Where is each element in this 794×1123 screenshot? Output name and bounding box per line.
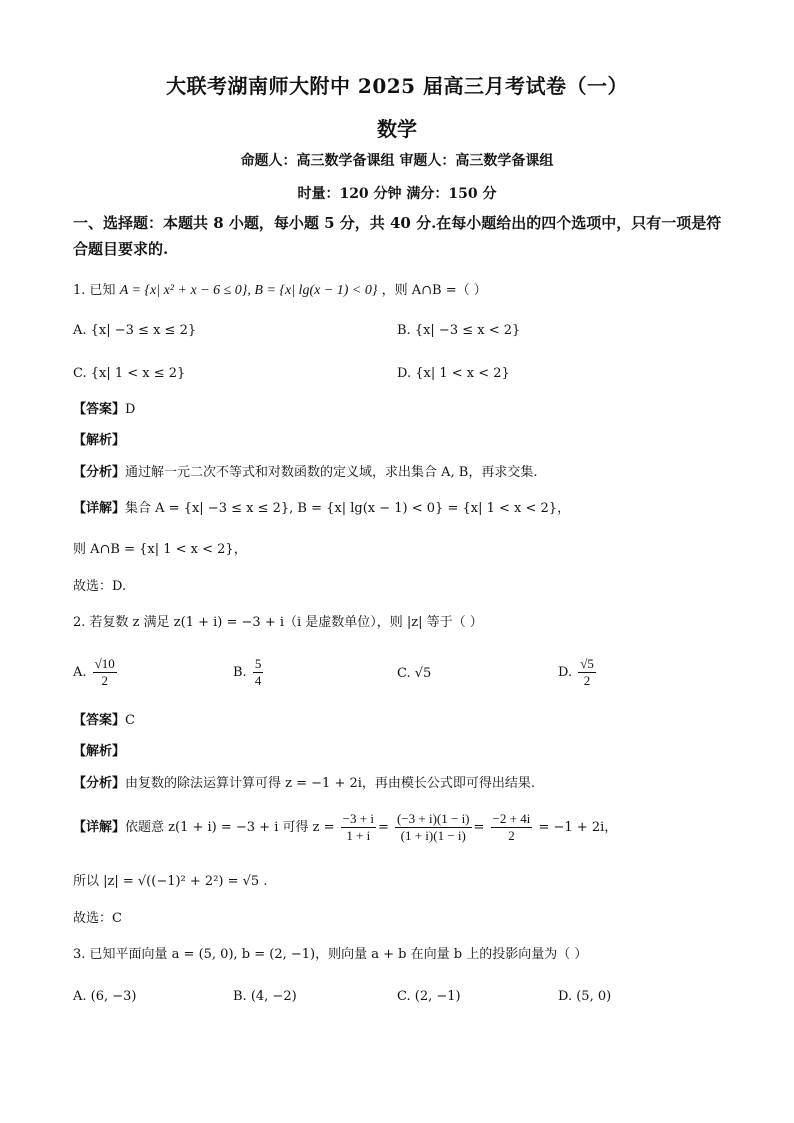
q2-option-d xyxy=(558,656,598,689)
analysis-tag: 【解析】 xyxy=(73,744,126,759)
detail-fraction-1 xyxy=(341,811,376,844)
q2-option-d-fraction xyxy=(578,656,596,689)
fraction-denominator: 1 + i xyxy=(346,828,371,843)
q2-option-a xyxy=(73,656,119,689)
fraction-numerator: 5 xyxy=(254,656,262,671)
q2-analysis-tag xyxy=(73,742,125,762)
q1-fenxi xyxy=(73,463,538,483)
q2-option-a-label: A. xyxy=(73,665,87,680)
q1-then: 则 A∩B = {x| 1 < x < 2}， xyxy=(73,542,247,557)
q1-stem-suffix: ，则 A∩B =（ ） xyxy=(381,283,487,298)
q1-option-a: A. {x| −3 ≤ x ≤ 2} xyxy=(73,323,197,338)
q1-choose: 故选：D. xyxy=(73,579,127,594)
fraction-numerator: (−3 + i)(1 − i) xyxy=(396,811,470,826)
detail-fraction-2 xyxy=(395,811,472,844)
answer-value: C xyxy=(125,713,135,728)
q2-choose: 故选：C xyxy=(73,911,122,926)
fraction-numerator: √5 xyxy=(580,656,594,671)
q3-option-c: C. (2, −1) xyxy=(397,989,461,1004)
fraction-denominator: 2 xyxy=(508,828,515,843)
fraction-numerator: √10 xyxy=(94,656,115,671)
q2-option-c: C. √5 xyxy=(397,666,432,681)
q2-option-a-fraction xyxy=(93,656,117,689)
q2-option-d-label: D. xyxy=(558,665,573,680)
q3-option-d: D. (5, 0) xyxy=(558,989,612,1004)
fenxi-tag: 【分析】 xyxy=(73,465,126,480)
fenxi-text: 通过解一元二次不等式和对数函数的定义域，求出集合 A, B，再求交集. xyxy=(125,465,538,480)
fenxi-text: 由复数的除法运算计算可得 z = −1 + 2i，再由模长公式即可得出结果. xyxy=(125,776,536,791)
fraction-denominator: (1 + i)(1 − i) xyxy=(400,828,466,843)
q1-answer xyxy=(73,400,135,420)
timing-line: 时量：120 分钟 满分：150 分 xyxy=(297,186,497,202)
detail-prefix: 依题意 z(1 + i) = −3 + i 可得 z = xyxy=(125,820,335,835)
fraction-numerator: −3 + i xyxy=(342,811,374,826)
detail-fraction-3 xyxy=(491,811,533,844)
detail-suffix: = −1 + 2i， xyxy=(538,820,618,835)
fraction-denominator: 2 xyxy=(583,673,591,688)
q1-stem-prefix: 1. 已知 xyxy=(73,283,116,298)
q1-analysis-tag xyxy=(73,431,125,451)
q1-stem xyxy=(73,281,487,301)
section-heading: 一、选择题：本题共 8 小题，每小题 5 分，共 40 分.在每小题给出的四个选项中，只有一项是符合题目要求的. xyxy=(73,214,722,258)
detail-tag: 【详解】 xyxy=(73,501,126,516)
q3-option-b: B. (4, −2) xyxy=(233,989,297,1004)
answer-tag: 【答案】 xyxy=(73,713,126,728)
fenxi-tag: 【分析】 xyxy=(73,776,126,791)
detail-text: 集合 A = {x| −3 ≤ x ≤ 2}, B = {x| lg(x − 1) < 0} = {x| 1 < x < 2}， xyxy=(125,501,571,516)
q2-option-b-fraction xyxy=(253,656,264,689)
exam-title: 大联考湖南师大附中 2025 届高三月考试卷（一） xyxy=(165,74,629,98)
q2-modulus: 所以 |z| = √((−1)² + 2²) = √5 . xyxy=(73,874,268,889)
q1-option-c: C. {x| 1 < x ≤ 2} xyxy=(73,366,186,381)
q3-stem: 3. 已知平面向量 a = (5, 0), b = (2, −1)，则向量 a + b 在向量 b 上的投影向量为（ ） xyxy=(73,947,588,962)
q2-option-b-label: B. xyxy=(233,665,247,680)
q1-detail xyxy=(73,499,570,519)
q2-answer xyxy=(73,711,135,731)
q2-fenxi xyxy=(73,774,535,794)
q2-stem: 2. 若复数 z 满足 z(1 + i) = −3 + i（i 是虚数单位），则 |z| 等于（ ） xyxy=(73,615,483,630)
q1-stem-math: A = {x| x² + x − 6 ≤ 0}, B = {x| lg(x − 1) < 0} xyxy=(119,283,378,298)
q2-option-b xyxy=(233,656,265,689)
answer-value: D xyxy=(125,402,136,417)
fraction-denominator: 4 xyxy=(254,673,262,688)
fraction-denominator: 2 xyxy=(101,673,108,688)
q3-option-a: A. (6, −3) xyxy=(73,989,137,1004)
setter-line: 命题人：高三数学备课组 审题人：高三数学备课组 xyxy=(240,153,554,169)
subject-title: 数学 xyxy=(377,117,417,141)
q1-option-d: D. {x| 1 < x < 2} xyxy=(397,366,510,381)
analysis-tag: 【解析】 xyxy=(73,433,126,448)
q1-option-b: B. {x| −3 ≤ x < 2} xyxy=(397,323,521,338)
q2-detail: 【详解】依题意 z(1 + i) = −3 + i 可得 z = $\frac{-3 + i}{1 + i}$ = $\frac{(-3 + i)(1 - i)}{(1 + i)(1 - i)}$ = $\frac{-2 + 4i}{2}$ = −1 + 2i， xyxy=(73,811,618,843)
detail-tag: 【详解】 xyxy=(73,820,126,835)
answer-tag: 【答案】 xyxy=(73,402,126,417)
fraction-numerator: −2 + 4i xyxy=(492,811,531,826)
